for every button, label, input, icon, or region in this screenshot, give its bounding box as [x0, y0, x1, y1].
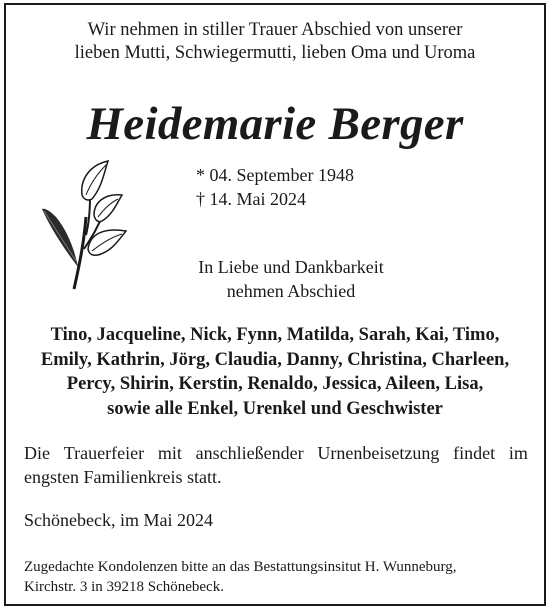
funeral-word: findet — [453, 443, 496, 463]
gratitude-line: nehmen Abschied — [226, 281, 356, 301]
funeral-word: Urnenbeisetzung — [317, 443, 440, 463]
funeral-info-line: engsten Familienkreis statt. — [24, 467, 222, 487]
life-dates — [196, 163, 354, 211]
condolence-line: Kirchstr. 3 in 39218 Schönebeck. — [24, 579, 224, 595]
deceased-name: Heidemarie Berger — [86, 98, 464, 150]
mourners-line: Percy, Shirin, Kerstin, Renaldo, Jessica, Aileen, Lisa, — [66, 374, 484, 394]
condolence-line: Zugedachte Kondolenzen bitte an das Bestattungsinsitut H. Wunneburg, — [24, 559, 457, 575]
funeral-word: anschließender — [195, 443, 304, 463]
funeral-word: mit — [157, 443, 182, 463]
funeral-info — [24, 441, 528, 489]
intro-line: Wir nehmen in stiller Trauer Abschied von unserer — [87, 20, 463, 40]
funeral-word: im — [508, 443, 528, 463]
intro-line: lieben Mutti, Schwiegermutti, lieben Oma und Uroma — [74, 43, 476, 63]
mourners-line: Emily, Kathrin, Jörg, Claudia, Danny, Christina, Charleen, — [40, 349, 510, 370]
calla-lily-icon — [34, 157, 134, 292]
intro-text — [6, 19, 544, 65]
obituary-notice — [4, 3, 546, 606]
funeral-word: Die — [24, 443, 50, 463]
gratitude-line: In Liebe und Dankbarkeit — [198, 257, 384, 277]
mourners-line: sowie alle Enkel, Urenkel und Geschwister — [107, 398, 443, 419]
condolence-note — [24, 557, 534, 597]
mourners-list — [6, 323, 544, 421]
funeral-info-line — [24, 441, 528, 465]
place-and-date: Schönebeck, im Mai 2024 — [24, 510, 213, 530]
death-date: † 14. Mai 2024 — [196, 189, 306, 209]
birth-date: * 04. September 1948 — [196, 165, 354, 185]
funeral-word: Trauerfeier — [63, 443, 145, 463]
mourners-line: Tino, Jacqueline, Nick, Fynn, Matilda, Sarah, Kai, Timo, — [50, 325, 500, 345]
gratitude-text — [141, 255, 441, 303]
